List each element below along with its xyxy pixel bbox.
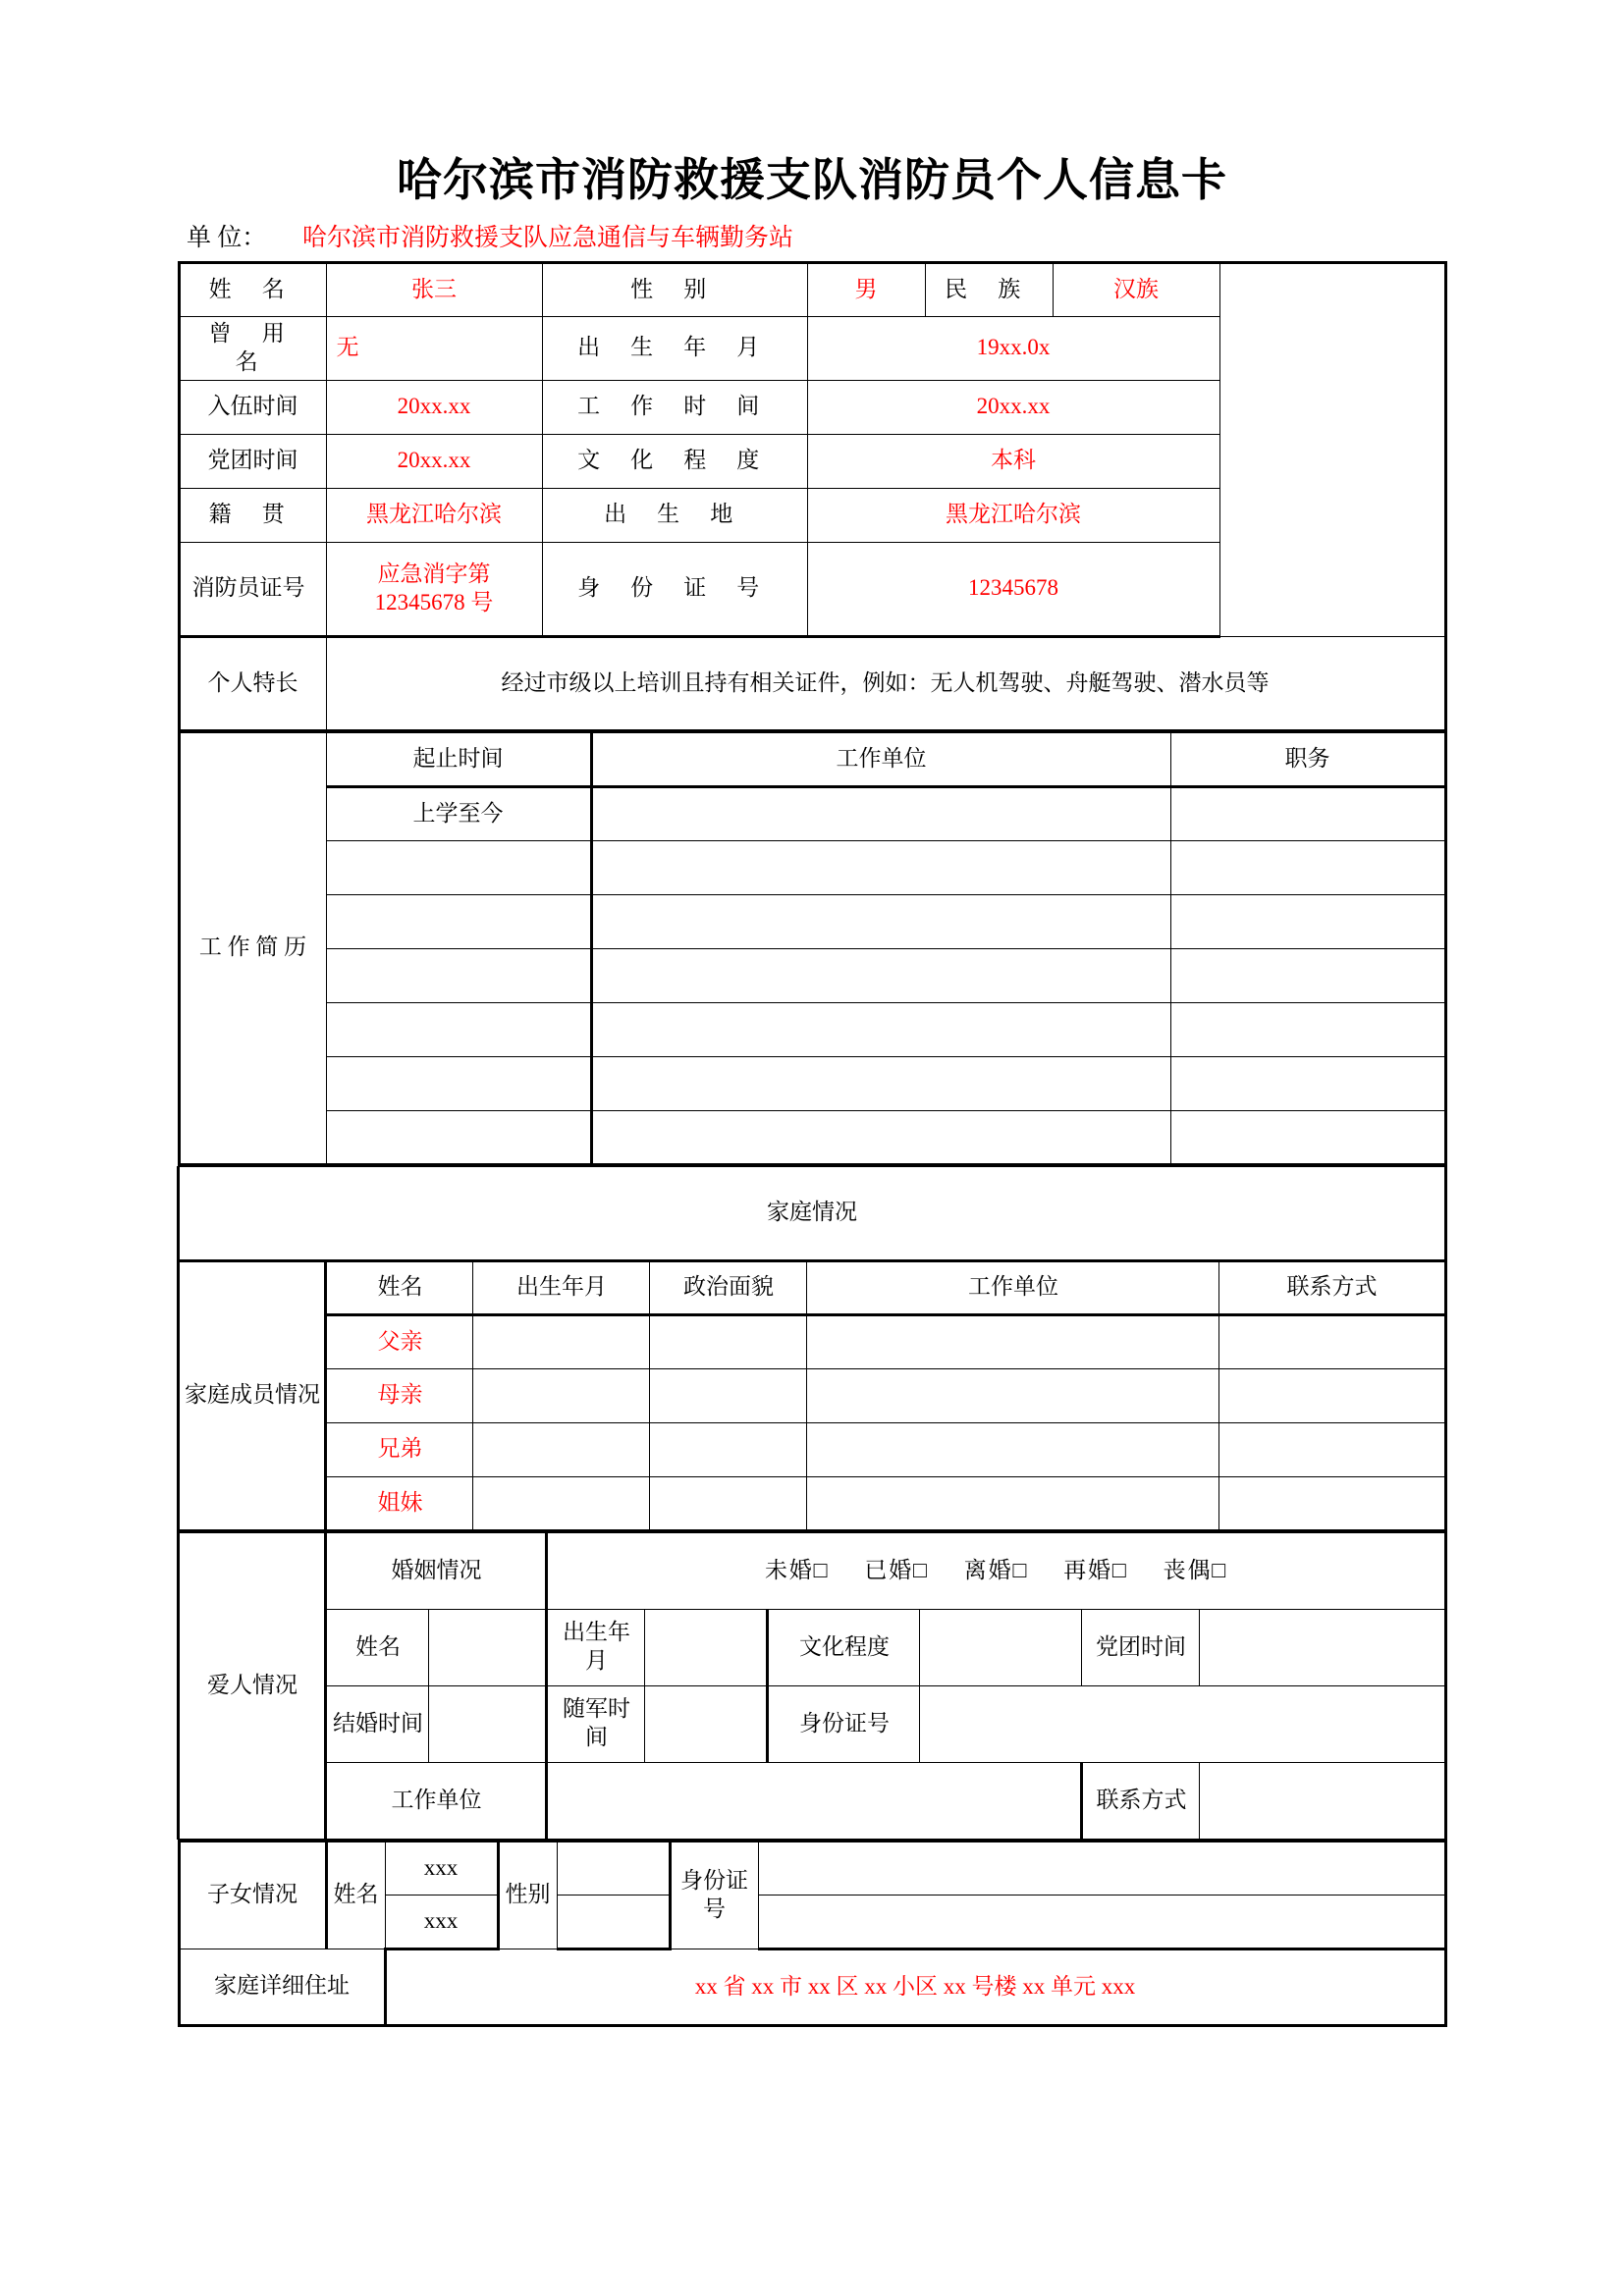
spouse-party-label: 党团时间 [1082, 1609, 1200, 1685]
family-row-contact[interactable] [1219, 1476, 1445, 1530]
work-row-employer[interactable] [591, 1110, 1170, 1164]
spouse-employer-label: 工作单位 [326, 1762, 547, 1839]
work-row-employer[interactable] [591, 1002, 1170, 1056]
work-history-header-employer: 工作单位 [591, 732, 1170, 786]
family-row-contact[interactable] [1219, 1422, 1445, 1476]
value-birth[interactable]: 19xx.0x [807, 317, 1219, 381]
spouse-name-label: 姓名 [326, 1609, 429, 1685]
label-birth: 出 生 年 月 [542, 317, 807, 381]
value-birthplace[interactable]: 黑龙江哈尔滨 [807, 488, 1219, 542]
spouse-table [177, 1532, 1446, 1840]
children-name-label: 姓名 [326, 1841, 385, 1949]
child-name-2[interactable]: xxx [385, 1895, 498, 1949]
spouse-education-value[interactable] [920, 1609, 1082, 1685]
family-row-relation[interactable]: 姐妹 [326, 1476, 473, 1530]
label-id-number: 身 份 证 号 [542, 542, 807, 636]
table-row [179, 1476, 1445, 1530]
label-former-name: 曾 用 名 [179, 317, 326, 381]
table-row [179, 840, 1445, 894]
work-row-position[interactable] [1170, 894, 1445, 948]
value-name[interactable]: 张三 [326, 263, 542, 317]
label-origin: 籍 贯 [179, 488, 326, 542]
label-gender: 性 别 [542, 263, 807, 317]
family-row-birth[interactable] [473, 1422, 650, 1476]
family-header-birth: 出生年月 [473, 1260, 650, 1314]
family-header-contact: 联系方式 [1219, 1260, 1445, 1314]
label-education: 文 化 程 度 [542, 434, 807, 488]
marital-option-widowed[interactable]: 丧偶□ [1163, 1557, 1228, 1582]
family-row-birth[interactable] [473, 1314, 650, 1368]
family-row-politics[interactable] [650, 1476, 807, 1530]
label-fire-cert: 消防员证号 [179, 542, 326, 636]
family-row-employer[interactable] [807, 1314, 1219, 1368]
spouse-section-label: 爱人情况 [179, 1532, 326, 1839]
marital-option-married[interactable]: 已婚□ [864, 1557, 929, 1582]
table-row [179, 894, 1445, 948]
table-row [179, 786, 1445, 840]
page-title: 哈尔滨市消防救援支队消防员个人信息卡 [397, 154, 1227, 205]
work-row-period[interactable] [326, 948, 591, 1002]
spouse-party-value[interactable] [1200, 1609, 1445, 1685]
value-work-start[interactable]: 20xx.xx [807, 380, 1219, 434]
spouse-id-label: 身份证号 [768, 1685, 920, 1762]
family-row-employer[interactable] [807, 1422, 1219, 1476]
child-gender-1[interactable] [557, 1841, 670, 1895]
family-row-contact[interactable] [1219, 1368, 1445, 1422]
work-row-period[interactable]: 上学至今 [326, 786, 591, 840]
family-row-employer[interactable] [807, 1476, 1219, 1530]
child-gender-2[interactable] [557, 1895, 670, 1949]
label-specialty: 个人特长 [179, 636, 326, 730]
marital-option-unmarried[interactable]: 未婚□ [764, 1557, 830, 1582]
work-row-employer[interactable] [591, 1056, 1170, 1110]
work-row-position[interactable] [1170, 1056, 1445, 1110]
value-education[interactable]: 本科 [807, 434, 1219, 488]
spouse-contact-label: 联系方式 [1082, 1762, 1200, 1839]
value-specialty[interactable]: 经过市级以上培训且持有相关证件，例如：无人机驾驶、舟艇驾驶、潜水员等 [326, 636, 1445, 730]
family-row-birth[interactable] [473, 1476, 650, 1530]
spouse-employer-value[interactable] [547, 1762, 1082, 1839]
work-row-position[interactable] [1170, 948, 1445, 1002]
basic-info-table [178, 261, 1447, 732]
work-history-header-period: 起止时间 [326, 732, 591, 786]
child-name-1[interactable]: xxx [385, 1841, 498, 1895]
family-row-politics[interactable] [650, 1314, 807, 1368]
family-members-label: 家庭成员情况 [179, 1260, 326, 1530]
work-history-header-position: 职务 [1170, 732, 1445, 786]
family-row-relation[interactable]: 母亲 [326, 1368, 473, 1422]
spouse-marriage-time-label: 结婚时间 [326, 1685, 429, 1762]
work-row-period[interactable] [326, 840, 591, 894]
marital-status-label: 婚姻情况 [326, 1532, 547, 1609]
photo-box [1219, 263, 1445, 637]
spouse-id-value[interactable] [920, 1685, 1445, 1762]
work-row-position[interactable] [1170, 786, 1445, 840]
table-row [179, 948, 1445, 1002]
unit-value: 哈尔滨市消防救援支队应急通信与车辆勤务站 [302, 225, 794, 251]
label-work-start: 工 作 时 间 [542, 380, 807, 434]
value-gender[interactable]: 男 [807, 263, 925, 317]
family-row-contact[interactable] [1219, 1314, 1445, 1368]
family-header-politics: 政治面貌 [650, 1260, 807, 1314]
table-row [179, 1422, 1445, 1476]
spouse-military-follow-value[interactable] [645, 1685, 768, 1762]
table-row [179, 1110, 1445, 1164]
label-name: 姓 名 [179, 263, 326, 317]
family-table [177, 1166, 1446, 1532]
children-id-label-text: 身份证号 [680, 1867, 748, 1921]
value-former-name[interactable]: 无 [326, 317, 542, 381]
unit-label: 单 位： [187, 225, 267, 251]
family-header-name: 姓名 [326, 1260, 473, 1314]
value-enlist[interactable]: 20xx.xx [326, 380, 542, 434]
table-row [179, 1056, 1445, 1110]
work-row-position[interactable] [1170, 1110, 1445, 1164]
work-history-section-label: 工 作 简 历 [179, 732, 326, 1164]
label-ethnicity: 民 族 [925, 263, 1053, 317]
table-row [179, 1368, 1445, 1422]
family-row-relation[interactable]: 父亲 [326, 1314, 473, 1368]
value-fire-cert[interactable] [326, 542, 542, 636]
family-banner: 家庭情况 [179, 1166, 1445, 1260]
child-id-1[interactable] [758, 1841, 1445, 1895]
spouse-contact-value[interactable] [1200, 1762, 1445, 1839]
spouse-birth-label: 出生年月 [547, 1609, 645, 1685]
work-row-employer[interactable] [591, 894, 1170, 948]
marital-status-options [547, 1532, 1445, 1609]
label-birthplace: 出 生 地 [542, 488, 807, 542]
marital-option-divorced[interactable]: 离婚□ [963, 1557, 1029, 1582]
family-row-employer[interactable] [807, 1368, 1219, 1422]
spouse-education-label: 文化程度 [768, 1609, 920, 1685]
children-section-label: 子女情况 [179, 1841, 326, 1949]
work-row-employer[interactable] [591, 786, 1170, 840]
work-row-position[interactable] [1170, 840, 1445, 894]
label-enlist: 入伍时间 [179, 380, 326, 434]
family-header-employer: 工作单位 [807, 1260, 1219, 1314]
children-table [178, 1840, 1447, 2027]
spouse-birth-value[interactable] [645, 1609, 768, 1685]
fire-cert-line2: 12345678 号 [374, 589, 494, 614]
family-row-relation[interactable]: 兄弟 [326, 1422, 473, 1476]
work-row-period[interactable] [326, 1002, 591, 1056]
work-row-position[interactable] [1170, 1002, 1445, 1056]
spouse-military-follow-label: 随军时间 [547, 1685, 645, 1762]
value-ethnicity[interactable]: 汉族 [1053, 263, 1219, 317]
work-row-period[interactable] [326, 1056, 591, 1110]
spouse-name-value[interactable] [429, 1609, 547, 1685]
children-gender-label: 性别 [498, 1841, 557, 1949]
spouse-marriage-time-value[interactable] [429, 1685, 547, 1762]
label-party-time: 党团时间 [179, 434, 326, 488]
child-id-2[interactable] [758, 1895, 1445, 1949]
marital-option-remarried[interactable]: 再婚□ [1063, 1557, 1128, 1582]
work-row-period[interactable] [326, 894, 591, 948]
fire-cert-line1: 应急消字第 [377, 561, 491, 586]
family-row-politics[interactable] [650, 1422, 807, 1476]
unit-line [0, 202, 1624, 261]
address-value[interactable]: xx 省 xx 市 xx 区 xx 小区 xx 号楼 xx 单元 xxx [385, 1949, 1445, 2025]
family-row-birth[interactable] [473, 1368, 650, 1422]
address-label: 家庭详细住址 [179, 1949, 385, 2025]
family-row-politics[interactable] [650, 1368, 807, 1422]
work-row-employer[interactable] [591, 948, 1170, 1002]
work-history-table [178, 732, 1447, 1166]
value-id-number[interactable]: 12345678 [807, 542, 1219, 636]
value-party-time[interactable]: 20xx.xx [326, 434, 542, 488]
children-id-label [670, 1841, 758, 1949]
work-row-period[interactable] [326, 1110, 591, 1164]
work-row-employer[interactable] [591, 840, 1170, 894]
value-origin[interactable]: 黑龙江哈尔滨 [326, 488, 542, 542]
table-row [179, 1002, 1445, 1056]
table-row [179, 1314, 1445, 1368]
